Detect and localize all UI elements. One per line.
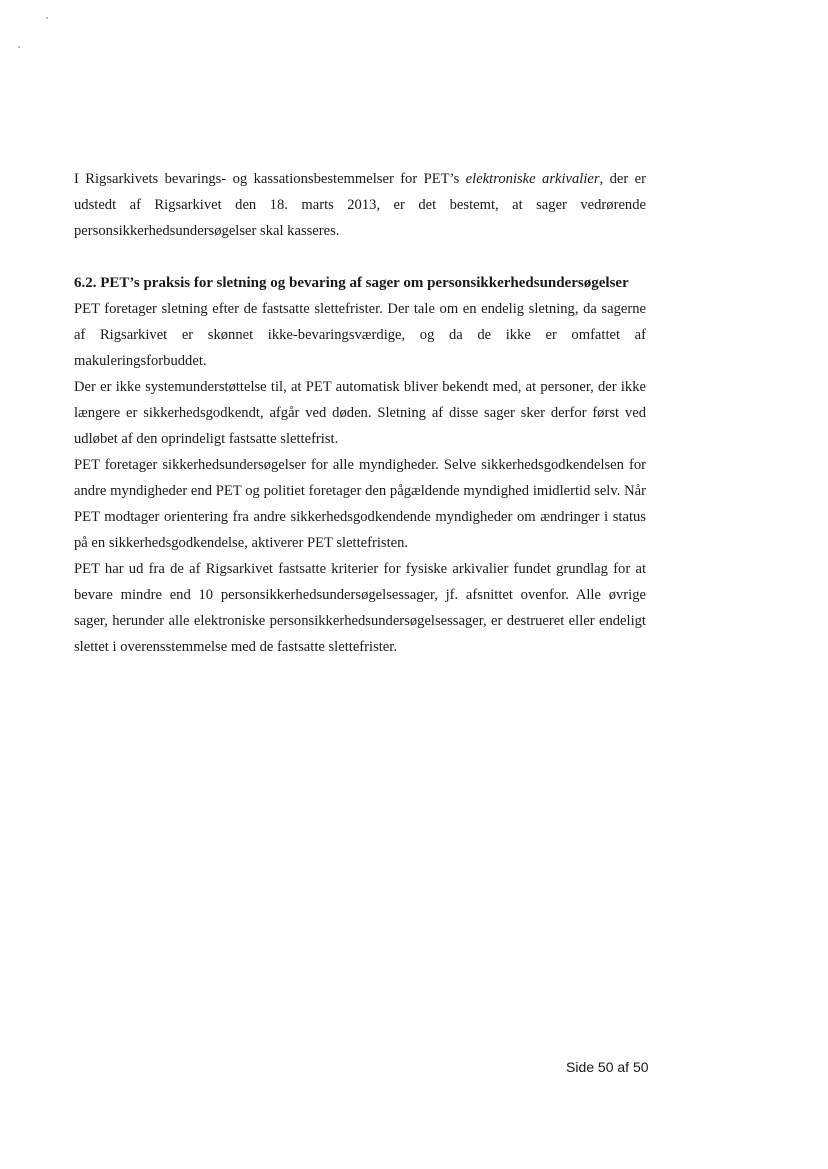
- section-paragraph-4: PET har ud fra de af Rigsarkivet fastsatte kriterier for fysiske arkivalier fundet grundlag for at bevare mindre end 10 personsikkerhedsundersøgelsessager, jf. afsnittet ovenfor. Alle øvrige sager, herunder alle elektroniske personsikkerhedsundersøgelsessager, er destrueret eller endeligt slettet i overensstemmelse med de fastsatte slettefrister.: [74, 561, 646, 655]
- intro-italic-term: elektroniske arkivalier: [465, 171, 600, 187]
- section-paragraph-3: PET foretager sikkerhedsundersøgelser for alle myndigheder. Selve sikkerhedsgodkendelsen for andre myndigheder end PET og politiet foretager den pågældende myndighed imidlertid selv. Når PET modtager orientering fra andre sikkerhedsgodkendende myndigheder om ændringer i status på en sikkerhedsgodkendelse, aktiverer PET slettefristen.: [74, 457, 646, 551]
- intro-paragraph: [74, 166, 646, 244]
- scan-speck: [18, 46, 20, 48]
- intro-text-end: , der er udstedt af Rigsarkivet den 18. marts 2013, er det bestemt, at sager vedrørende personsikkerhedsundersøgelser skal kasseres.: [74, 171, 646, 239]
- section-6-2: [74, 270, 646, 660]
- scan-speck: [46, 17, 48, 19]
- section-paragraph-1: PET foretager sletning efter de fastsatte slettefrister. Der tale om en endelig sletning, da sagerne af Rigsarkivet er skønnet ikke-bevaringsværdige, og da de ikke er omfattet af makuleringsforbuddet.: [74, 301, 646, 369]
- section-paragraph-2: Der er ikke systemunderstøttelse til, at PET automatisk bliver bekendt med, at personer, der ikke længere er sikkerhedsgodkendt, afgår ved døden. Sletning af disse sager sker derfor først ved udløbet af den oprindeligt fastsatte slettefrist.: [74, 379, 646, 447]
- document-body: [74, 166, 646, 660]
- intro-text-start: I Rigsarkivets bevarings- og kassationsbestemmelser for PET’s: [74, 171, 466, 187]
- page-number: Side 50 af 50: [566, 1059, 649, 1075]
- section-heading: 6.2. PET’s praksis for sletning og bevaring af sager om personsikkerhedsundersøgelser: [74, 275, 629, 291]
